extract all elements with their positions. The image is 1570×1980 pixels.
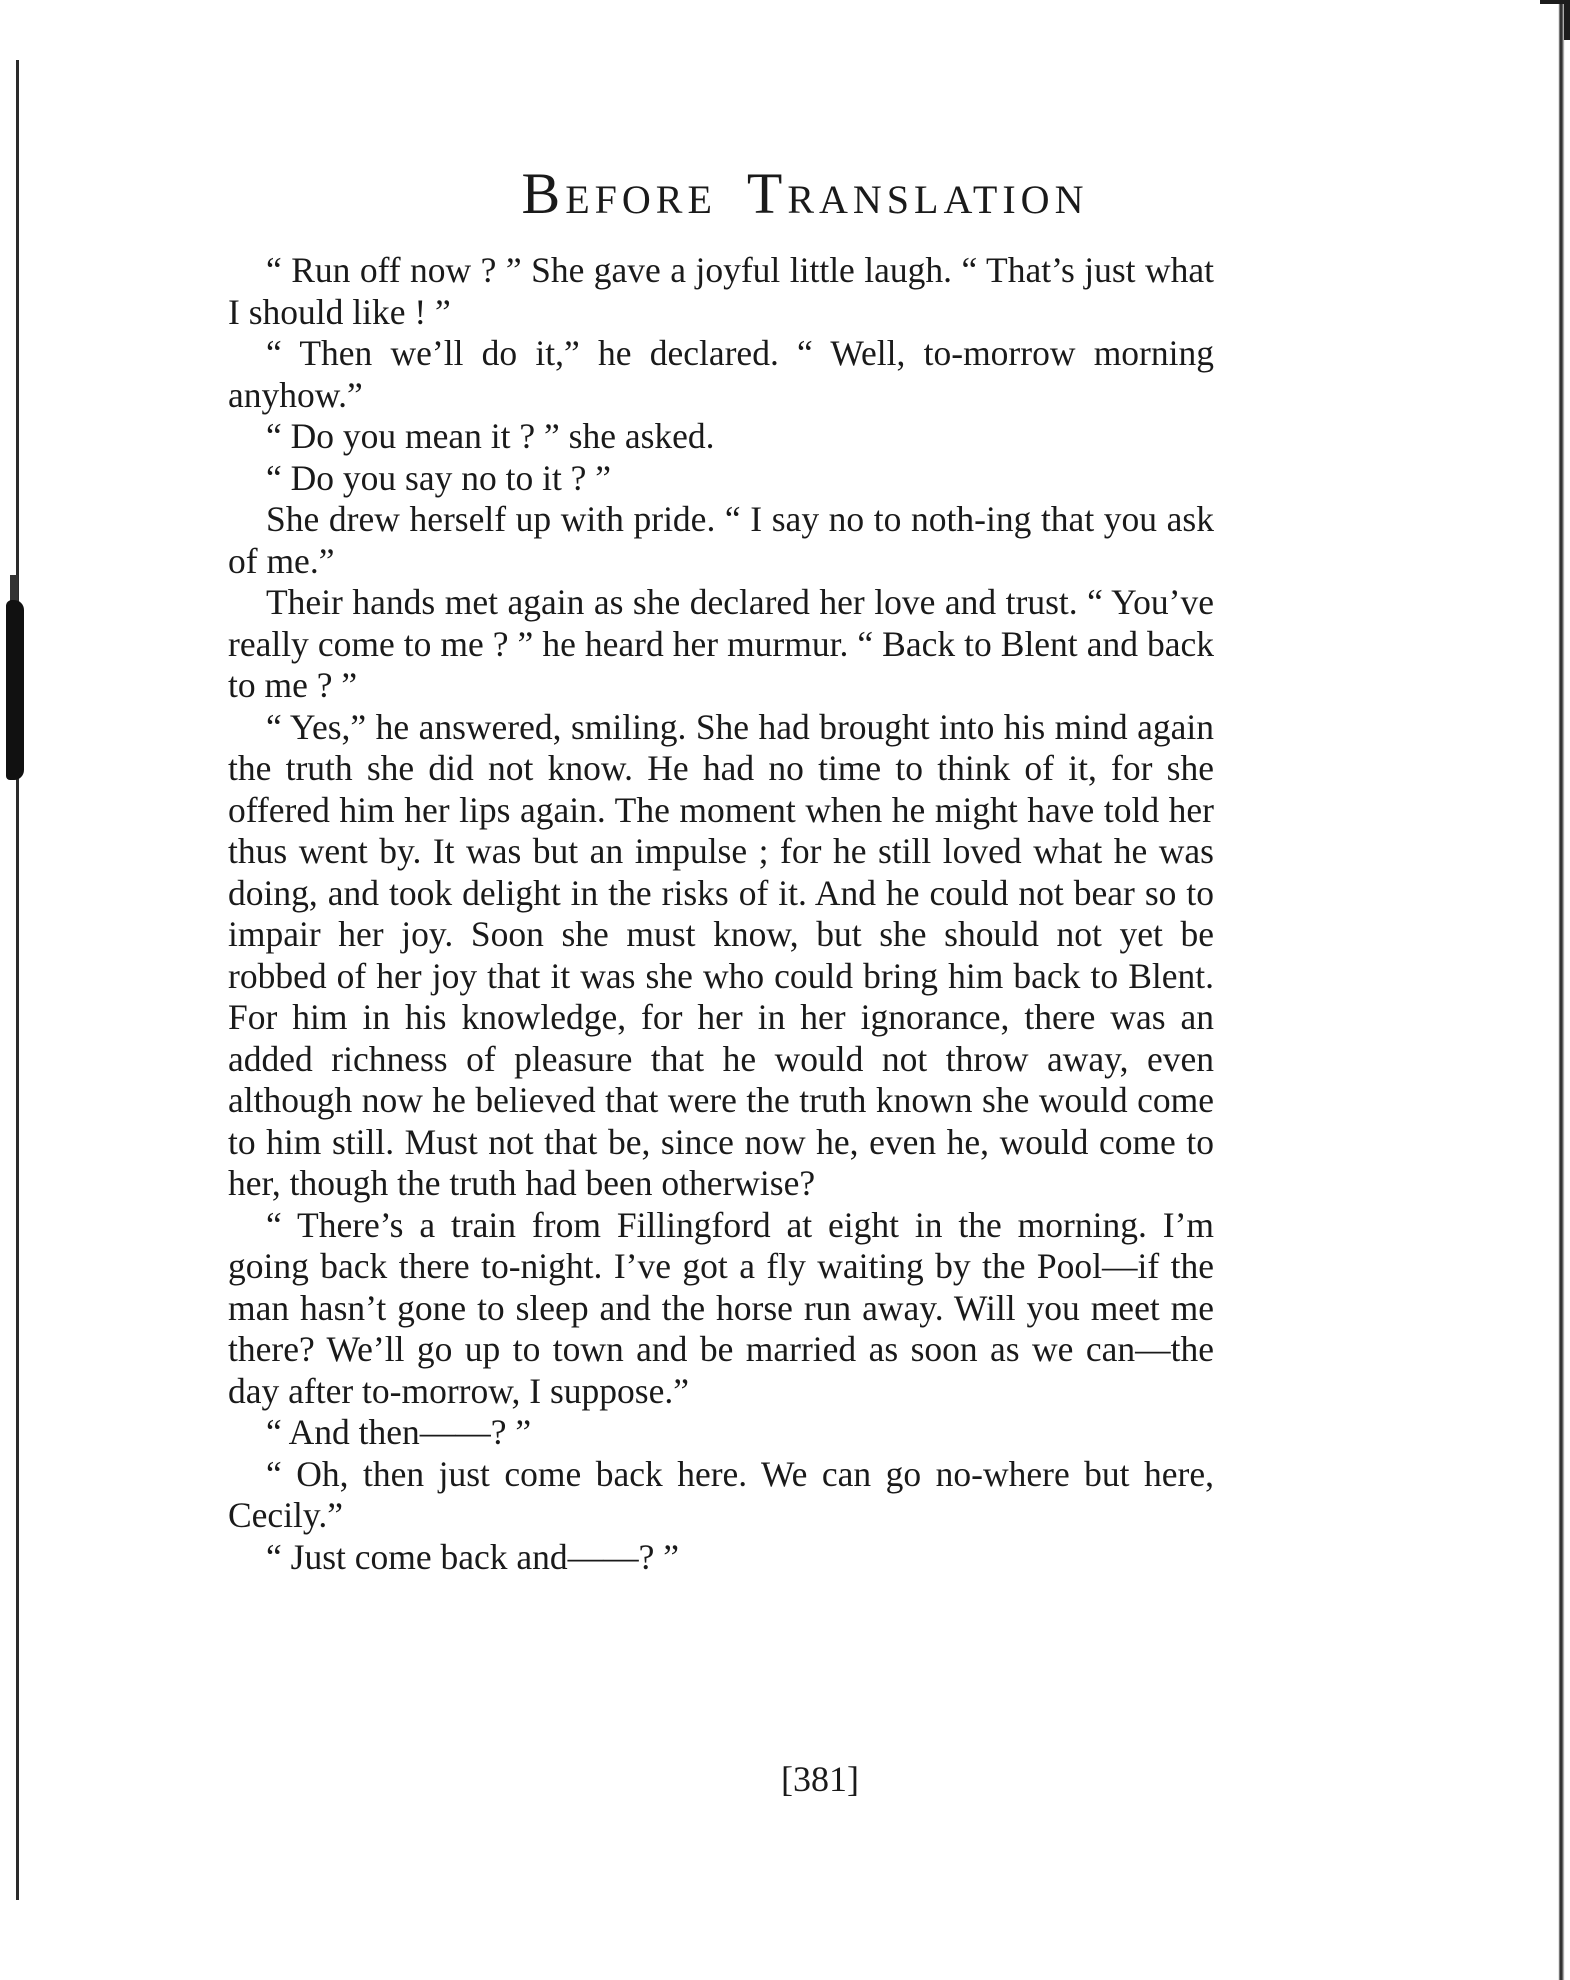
paragraph: “ Run off now ? ” She gave a joyful little laugh. “ That’s just what I should like ! ”	[228, 250, 1214, 332]
running-head-word-1: EFORE	[565, 177, 717, 222]
paragraph: “ And then——? ”	[266, 1412, 532, 1452]
scan-left-edge	[16, 60, 19, 1900]
paragraph: “ Do you say no to it ? ”	[266, 457, 612, 498]
running-head	[0, 160, 1570, 227]
paragraph: “ Yes,” he answered, smiling. She had brought into his mind again the truth she did not know. He had no time to think of it, for she offered him her lips again. The moment when he might have told her thus went by. It was but an impulse ; for he still loved what he was doing, and took delight in the risks of it. And he could not bear so to impair her joy. Soon she must know, but she should not yet be robbed of her joy that it was she who could bring him back to Blent. For him in his knowledge, for her in her ignorance, there was an added richness of pleasure that he would not throw away, even although now he believed that were the truth known she would come to him still. Must not that be, since now he, even he, would come to her, though the truth had been otherwise?	[228, 706, 1214, 1203]
running-head-cap-1: B	[521, 161, 566, 226]
scan-left-blot	[6, 600, 24, 780]
running-head-cap-2: T	[746, 161, 788, 226]
body-text	[228, 250, 1214, 1578]
paragraph: “ Do you mean it ? ” she asked.	[266, 416, 715, 456]
paragraph: “ Oh, then just come back here. We can go no-where but here, Cecily.”	[228, 1453, 1214, 1535]
scan-right-edge	[1552, 0, 1570, 1980]
paragraph: “ Just come back and——? ”	[266, 1536, 680, 1577]
paragraph: “ There’s a train from Fillingford at eight in the morning. I’m going back there to-night. I’ve got a fly waiting by the Pool—if the man hasn’t gone to sleep and the horse run away. Will you meet me there? We’ll go up to town and be married as soon as we can—the day after to-morrow, I suppose.”	[228, 1204, 1214, 1411]
paragraph: She drew herself up with pride. “ I say no to noth-ing that you ask of me.”	[228, 499, 1214, 581]
running-head-word-2: RANSLATION	[787, 177, 1089, 222]
paragraph: Their hands met again as she declared her love and trust. “ You’ve really come to me ? ” he heard her murmur. “ Back to Blent and back to me ? ”	[228, 582, 1214, 705]
page-number: [381]	[781, 1759, 859, 1799]
scan-right-corner	[1540, 0, 1570, 40]
paragraph: “ Then we’ll do it,” he declared. “ Well, to-morrow morning anyhow.”	[228, 333, 1214, 415]
